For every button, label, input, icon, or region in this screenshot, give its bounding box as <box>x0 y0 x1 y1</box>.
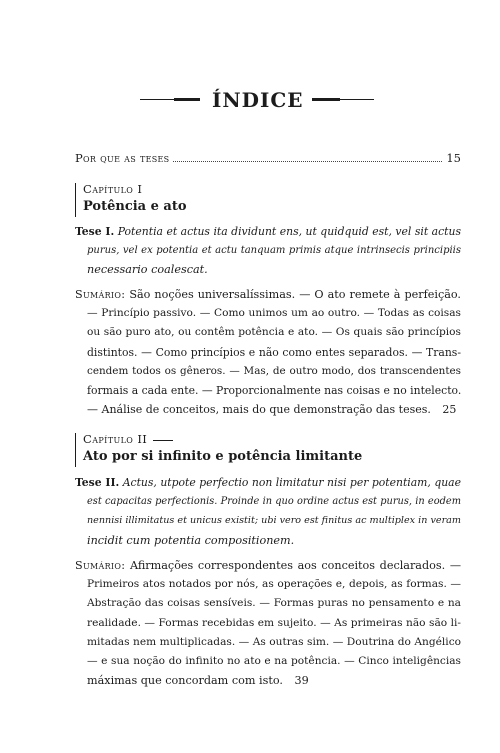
dot-leader <box>173 161 442 162</box>
page-header <box>0 84 500 116</box>
summary-line: distintos. — Como princípios e não como entes separados. — Trans- <box>87 345 461 359</box>
chapter-marker <box>75 183 76 217</box>
toc-entry-intro[interactable] <box>75 150 461 166</box>
page-title: ÍNDICE <box>212 88 304 112</box>
toc-page-number: 39 <box>294 674 309 688</box>
summary-line: Primeiros atos notados por nós, as operações e, depois, as formas. — <box>87 578 461 591</box>
summary-line: — Princípio passivo. — Como unimos um ao outro. — Todas as coisas <box>87 307 461 320</box>
summary-label: Sumário: <box>75 559 126 572</box>
chapter-marker <box>75 433 76 467</box>
thesis-line: incidit cum potentia compositionem. <box>87 533 295 547</box>
summary-line: realidade. — Formas recebidas em sujeito. — As primeiras não são li- <box>87 616 461 629</box>
summary-line: Sumário: Afirmações correspondentes aos conceitos declarados. — <box>75 559 461 572</box>
chapter-heading-2[interactable] <box>75 431 465 469</box>
thesis-line: necessario coalescat. <box>87 263 208 277</box>
chapter-title: Ato por si infinito e potência limitante <box>83 449 363 464</box>
chapter-number: Capítulo II <box>83 431 173 447</box>
toc-entry-label: Por que as teses <box>75 151 170 165</box>
toc-page-number: 15 <box>446 151 461 165</box>
summary-line: Sumário: São noções universalíssimas. — O ato remete à perfeição. <box>75 288 461 301</box>
thesis-label: Tese II. <box>75 476 120 489</box>
chapter-number: Capítulo I <box>83 182 143 196</box>
summary-label: Sumário: <box>75 288 126 301</box>
thesis-line: Tese I. Potentia et actus ita dividunt ens, ut quidquid est, vel sit actus <box>75 225 461 238</box>
summary-line: mitadas nem multiplicadas. — As outras sim. — Doutrina do Angélico <box>87 635 461 648</box>
summary-line-with-page[interactable]: máximas que concordam com isto. 39 <box>87 674 309 688</box>
thesis-line: nennisi illimitatus et unicus existit; ubi vero est finitus ac multiplex in veram <box>87 515 461 527</box>
summary-line: ou são puro ato, ou contêm potência e ato. — Os quais são princípios <box>87 326 461 339</box>
summary-line: — e sua noção do infinito no ato e na potência. — Cinco inteligências <box>87 654 461 667</box>
chapter-heading-1[interactable] <box>75 181 465 219</box>
thesis-label: Tese I. <box>75 225 115 238</box>
thesis-line: est capacitas perfectionis. Proinde in quo ordine actus est purus, in eodem <box>87 496 461 508</box>
summary-paragraph-2 <box>75 556 461 690</box>
thesis-paragraph-2 <box>75 473 461 550</box>
toc-page-number: 25 <box>442 403 457 417</box>
thesis-line: Tese II. Actus, utpote perfectio non limitatur nisi per potentiam, quae <box>75 476 461 489</box>
summary-line: cendem todos os gêneros. — Mas, de outro modo, dos transcendentes <box>87 364 461 377</box>
summary-line: formais a cada ente. — Proporcionalmente nas coisas e no intelecto. <box>87 383 461 397</box>
summary-paragraph-1 <box>75 285 461 419</box>
summary-line-with-page[interactable]: — Análise de conceitos, mais do que demonstração das teses. 25 <box>87 403 457 417</box>
chapter-title: Potência e ato <box>83 199 187 214</box>
thesis-line: purus, vel ex potentia et actu tanquam primis atque intrinsecis principiis <box>87 245 461 257</box>
thesis-paragraph-1 <box>75 222 461 280</box>
chapter-dash <box>153 440 173 441</box>
summary-line: Abstração das coisas sensíveis. — Formas puras no pensamento e na <box>87 597 461 610</box>
